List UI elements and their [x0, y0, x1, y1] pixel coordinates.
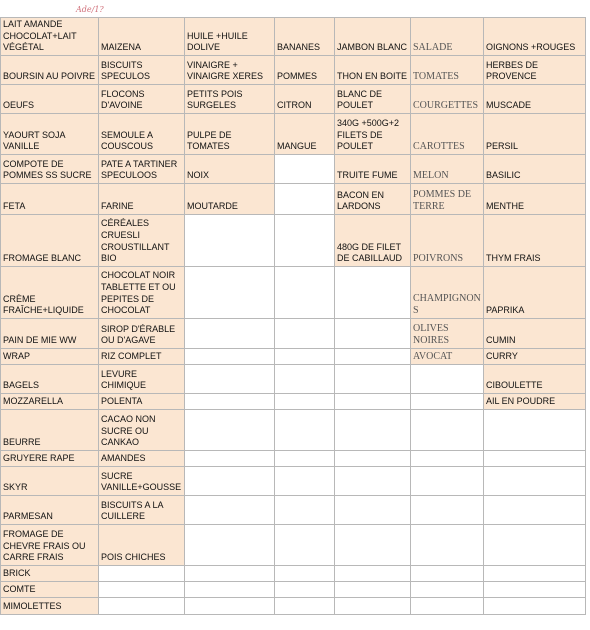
- table-cell-col-herbs-spices: [484, 450, 586, 466]
- table-cell-col-fruits: [275, 393, 335, 409]
- table-cell-col-condiments: [185, 364, 275, 393]
- table-cell-col-meat-fish: 480G DE FILET DE CABILLAUD: [335, 214, 411, 266]
- table-cell-col-vegetables: CAROTTES: [411, 113, 484, 154]
- table-cell-col-fruits: [275, 581, 335, 597]
- table-cell-col-meat-fish: [335, 364, 411, 393]
- table-cell-col-meat-fish: [335, 565, 411, 581]
- table-cell-col-vegetables: SALADE: [411, 18, 484, 56]
- table-cell-col-condiments: [185, 409, 275, 450]
- table-cell-col-meat-fish: [335, 524, 411, 565]
- table-cell-col-pantry: CHOCOLAT NOIR TABLETTE ET OU PEPITES DE CHOCOLAT: [99, 266, 185, 318]
- table-cell-col-condiments: [185, 597, 275, 614]
- table-cell-col-vegetables: MELON: [411, 154, 484, 183]
- table-cell-col-pantry: MAIZENA: [99, 18, 185, 56]
- table-row: [1, 18, 586, 56]
- table-cell-col-meat-fish: TRUITE FUME: [335, 154, 411, 183]
- table-cell-col-meat-fish: [335, 409, 411, 450]
- table-cell-col-fruits: [275, 364, 335, 393]
- table-cell-col-pantry: POLENTA: [99, 393, 185, 409]
- table-cell-col-condiments: [185, 266, 275, 318]
- table-cell-col-dairy: PARMESAN: [1, 495, 99, 524]
- table-cell-col-vegetables: [411, 524, 484, 565]
- table-row: [1, 409, 586, 450]
- table-cell-col-condiments: [185, 214, 275, 266]
- table-cell-col-vegetables: OLIVES NOIRES: [411, 318, 484, 348]
- table-row: [1, 183, 586, 214]
- table-cell-col-herbs-spices: [484, 495, 586, 524]
- table-cell-col-condiments: [185, 565, 275, 581]
- table-cell-col-fruits: [275, 183, 335, 214]
- table-cell-col-condiments: [185, 450, 275, 466]
- table-cell-col-meat-fish: THON EN BOITE: [335, 55, 411, 84]
- table-cell-col-dairy: COMPOTE DE POMMES SS SUCRE: [1, 154, 99, 183]
- table-cell-col-fruits: [275, 318, 335, 348]
- table-cell-col-pantry: PATE A TARTINER SPECULOOS: [99, 154, 185, 183]
- table-cell-col-dairy: BEURRE: [1, 409, 99, 450]
- table-cell-col-condiments: [185, 318, 275, 348]
- table-cell-col-condiments: PETITS POIS SURGELES: [185, 84, 275, 113]
- table-cell-col-dairy: BAGELS: [1, 364, 99, 393]
- table-cell-col-pantry: FARINE: [99, 183, 185, 214]
- table-cell-col-pantry: SEMOULE A COUSCOUS: [99, 113, 185, 154]
- table-cell-col-herbs-spices: HERBES DE PROVENCE: [484, 55, 586, 84]
- table-row: [1, 597, 586, 614]
- table-cell-col-dairy: FROMAGE BLANC: [1, 214, 99, 266]
- table-cell-col-pantry: [99, 581, 185, 597]
- table-cell-col-pantry: SUCRE VANILLE+GOUSSE: [99, 466, 185, 495]
- table-cell-col-dairy: FROMAGE DE CHEVRE FRAIS OU CARRE FRAIS: [1, 524, 99, 565]
- table-cell-col-dairy: OEUFS: [1, 84, 99, 113]
- table-cell-col-fruits: BANANES: [275, 18, 335, 56]
- table-cell-col-pantry: RIZ COMPLET: [99, 348, 185, 364]
- table-cell-col-herbs-spices: OIGNONS +ROUGES: [484, 18, 586, 56]
- table-cell-col-meat-fish: [335, 393, 411, 409]
- handwritten-signature: Ade/1?: [76, 5, 104, 14]
- table-cell-col-vegetables: AVOCAT: [411, 348, 484, 364]
- table-cell-col-fruits: [275, 266, 335, 318]
- table-cell-col-pantry: CACAO NON SUCRE OU CANKAO: [99, 409, 185, 450]
- table-cell-col-condiments: [185, 495, 275, 524]
- table-cell-col-dairy: BRICK: [1, 565, 99, 581]
- table-cell-col-meat-fish: [335, 348, 411, 364]
- table-cell-col-pantry: CÉRÉALES CRUESLI CROUSTILLANT BIO: [99, 214, 185, 266]
- grocery-table: [0, 17, 586, 615]
- table-cell-col-pantry: POIS CHICHES: [99, 524, 185, 565]
- table-cell-col-herbs-spices: MENTHE: [484, 183, 586, 214]
- table-cell-col-dairy: COMTE: [1, 581, 99, 597]
- table-cell-col-vegetables: [411, 581, 484, 597]
- table-row: [1, 266, 586, 318]
- table-row: [1, 154, 586, 183]
- table-cell-col-pantry: FLOCONS D'AVOINE: [99, 84, 185, 113]
- table-cell-col-condiments: [185, 393, 275, 409]
- table-cell-col-pantry: [99, 565, 185, 581]
- table-cell-col-vegetables: [411, 450, 484, 466]
- table-cell-col-meat-fish: [335, 318, 411, 348]
- table-row: [1, 450, 586, 466]
- table-cell-col-fruits: MANGUE: [275, 113, 335, 154]
- table-cell-col-meat-fish: 340G +500G+2 FILETS DE POULET: [335, 113, 411, 154]
- table-cell-col-condiments: VINAIGRE + VINAIGRE XERES: [185, 55, 275, 84]
- table-cell-col-herbs-spices: [484, 409, 586, 450]
- table-cell-col-fruits: [275, 466, 335, 495]
- table-cell-col-vegetables: [411, 597, 484, 614]
- table-cell-col-condiments: [185, 581, 275, 597]
- table-cell-col-fruits: POMMES: [275, 55, 335, 84]
- table-cell-col-vegetables: [411, 409, 484, 450]
- table-cell-col-fruits: CITRON: [275, 84, 335, 113]
- table-cell-col-herbs-spices: PAPRIKA: [484, 266, 586, 318]
- table-cell-col-fruits: [275, 154, 335, 183]
- table-cell-col-vegetables: CHAMPIGNONS: [411, 266, 484, 318]
- table-row: [1, 364, 586, 393]
- table-row: [1, 113, 586, 154]
- table-cell-col-dairy: WRAP: [1, 348, 99, 364]
- table-cell-col-meat-fish: [335, 466, 411, 495]
- table-cell-col-dairy: CRÈME FRAÎCHE+LIQUIDE: [1, 266, 99, 318]
- table-cell-col-vegetables: [411, 393, 484, 409]
- table-cell-col-herbs-spices: CURRY: [484, 348, 586, 364]
- table-cell-col-herbs-spices: BASILIC: [484, 154, 586, 183]
- table-cell-col-meat-fish: [335, 581, 411, 597]
- table-cell-col-vegetables: POMMES DE TERRE: [411, 183, 484, 214]
- table-row: [1, 55, 586, 84]
- table-row: [1, 84, 586, 113]
- table-cell-col-pantry: [99, 597, 185, 614]
- table-cell-col-condiments: [185, 466, 275, 495]
- table-cell-col-dairy: BOURSIN AU POIVRE: [1, 55, 99, 84]
- table-cell-col-vegetables: TOMATES: [411, 55, 484, 84]
- table-cell-col-vegetables: [411, 364, 484, 393]
- table-cell-col-herbs-spices: [484, 565, 586, 581]
- table-row: [1, 495, 586, 524]
- table-cell-col-condiments: MOUTARDE: [185, 183, 275, 214]
- table-cell-col-pantry: BISCUITS A LA CUILLERE: [99, 495, 185, 524]
- table-cell-col-fruits: [275, 450, 335, 466]
- table-cell-col-meat-fish: BLANC DE POULET: [335, 84, 411, 113]
- table-row: [1, 524, 586, 565]
- table-cell-col-dairy: MIMOLETTES: [1, 597, 99, 614]
- table-cell-col-fruits: [275, 495, 335, 524]
- table-cell-col-meat-fish: [335, 266, 411, 318]
- table-cell-col-dairy: FETA: [1, 183, 99, 214]
- table-row: [1, 318, 586, 348]
- table-cell-col-herbs-spices: CIBOULETTE: [484, 364, 586, 393]
- table-cell-col-meat-fish: BACON EN LARDONS: [335, 183, 411, 214]
- table-cell-col-fruits: [275, 409, 335, 450]
- table-cell-col-dairy: YAOURT SOJA VANILLE: [1, 113, 99, 154]
- table-row: [1, 565, 586, 581]
- table-cell-col-condiments: [185, 524, 275, 565]
- table-row: [1, 348, 586, 364]
- table-cell-col-meat-fish: JAMBON BLANC: [335, 18, 411, 56]
- table-cell-col-herbs-spices: MUSCADE: [484, 84, 586, 113]
- table-row: [1, 581, 586, 597]
- table-cell-col-dairy: PAIN DE MIE WW: [1, 318, 99, 348]
- table-cell-col-meat-fish: [335, 450, 411, 466]
- table-row: [1, 214, 586, 266]
- table-cell-col-fruits: [275, 597, 335, 614]
- table-cell-col-pantry: SIROP D'ÉRABLE OU D'AGAVE: [99, 318, 185, 348]
- table-cell-col-vegetables: COURGETTES: [411, 84, 484, 113]
- table-cell-col-herbs-spices: AIL EN POUDRE: [484, 393, 586, 409]
- table-cell-col-herbs-spices: THYM FRAIS: [484, 214, 586, 266]
- table-cell-col-vegetables: [411, 565, 484, 581]
- table-cell-col-herbs-spices: [484, 581, 586, 597]
- table-cell-col-dairy: LAIT AMANDE CHOCOLAT+LAIT VÉGÉTAL: [1, 18, 99, 56]
- table-cell-col-herbs-spices: [484, 524, 586, 565]
- table-cell-col-meat-fish: [335, 495, 411, 524]
- table-cell-col-fruits: [275, 214, 335, 266]
- table-cell-col-pantry: BISCUITS SPECULOS: [99, 55, 185, 84]
- table-cell-col-vegetables: [411, 495, 484, 524]
- table-cell-col-meat-fish: [335, 597, 411, 614]
- table-cell-col-herbs-spices: CUMIN: [484, 318, 586, 348]
- table-cell-col-condiments: [185, 348, 275, 364]
- table-cell-col-condiments: NOIX: [185, 154, 275, 183]
- table-row: [1, 466, 586, 495]
- table-cell-col-herbs-spices: PERSIL: [484, 113, 586, 154]
- table-cell-col-fruits: [275, 524, 335, 565]
- table-cell-col-fruits: [275, 565, 335, 581]
- table-cell-col-herbs-spices: [484, 597, 586, 614]
- table-cell-col-pantry: LEVURE CHIMIQUE: [99, 364, 185, 393]
- table-cell-col-vegetables: [411, 466, 484, 495]
- table-cell-col-pantry: AMANDES: [99, 450, 185, 466]
- table-cell-col-condiments: PULPE DE TOMATES: [185, 113, 275, 154]
- table-cell-col-vegetables: POIVRONS: [411, 214, 484, 266]
- table-cell-col-fruits: [275, 348, 335, 364]
- table-cell-col-condiments: HUILE +HUILE DOLIVE: [185, 18, 275, 56]
- table-cell-col-dairy: GRUYERE RAPE: [1, 450, 99, 466]
- table-cell-col-dairy: SKYR: [1, 466, 99, 495]
- table-cell-col-herbs-spices: [484, 466, 586, 495]
- table-row: [1, 393, 586, 409]
- table-cell-col-dairy: MOZZARELLA: [1, 393, 99, 409]
